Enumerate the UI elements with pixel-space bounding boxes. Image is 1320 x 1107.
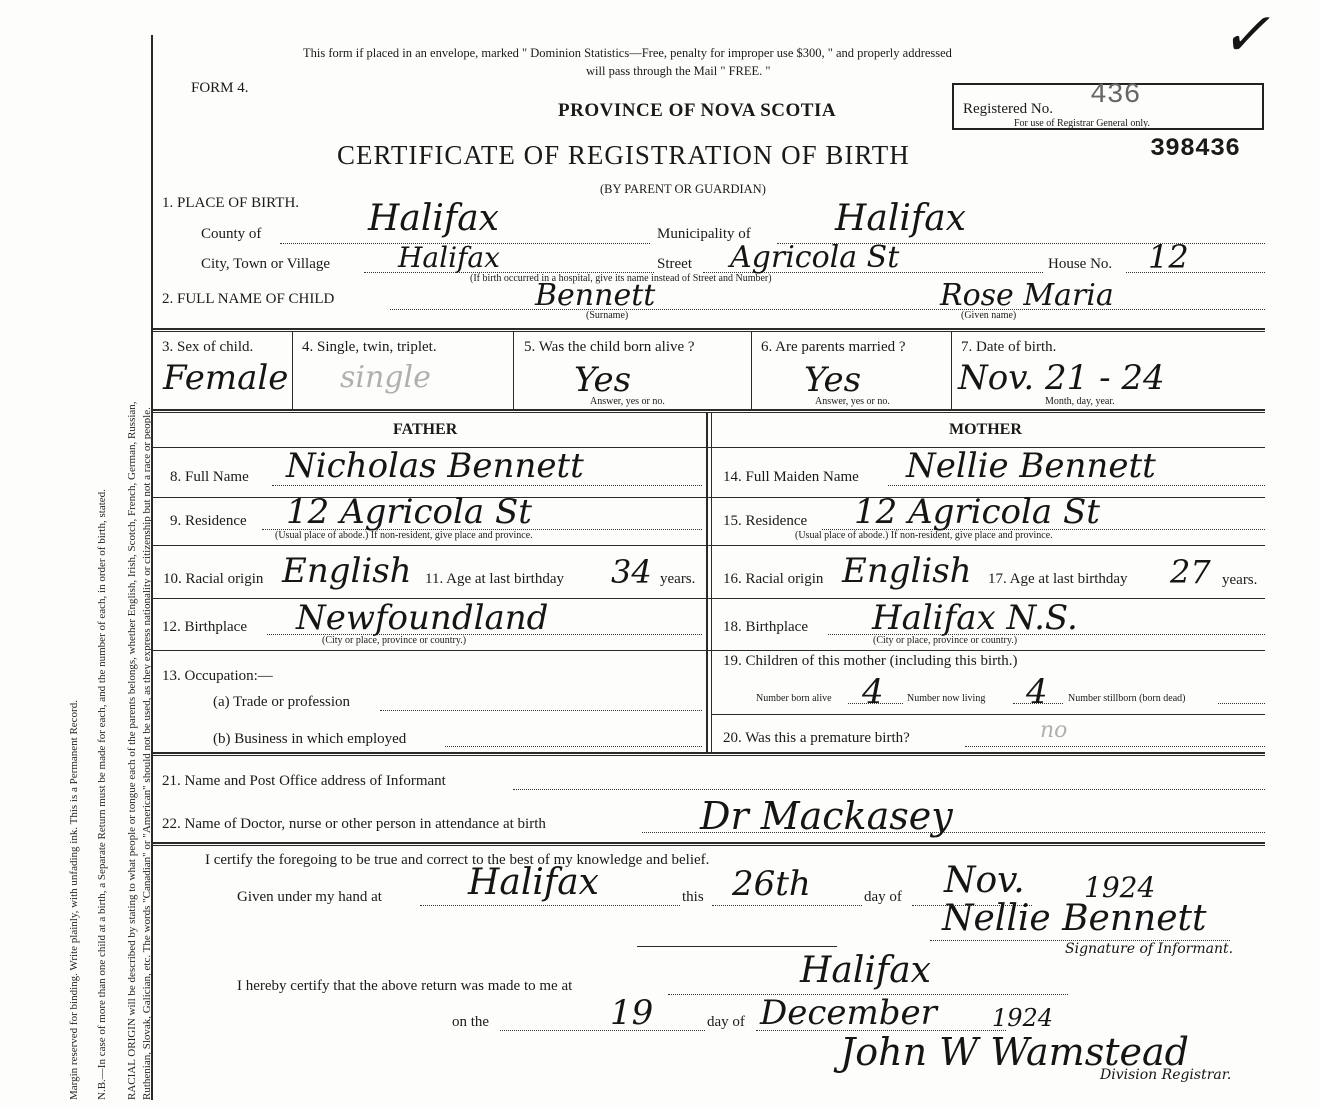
house-number-label: House No. bbox=[1048, 256, 1113, 272]
row3-top-rule bbox=[152, 328, 1265, 330]
mother-residence-label: 15. Residence bbox=[723, 513, 808, 529]
sex-label: 3. Sex of child. bbox=[162, 339, 254, 355]
city-value: Halifax bbox=[398, 241, 500, 274]
father-heading: FATHER bbox=[393, 421, 458, 438]
informant-signature-caption: Signature of Informant. bbox=[1065, 941, 1234, 957]
on-the-label: on the bbox=[452, 1014, 490, 1030]
father-name-label: 8. Full Name bbox=[170, 469, 249, 485]
father-birthplace: Newfoundland bbox=[296, 598, 549, 638]
father-birthplace-caption: (City or place, province or country.) bbox=[322, 635, 467, 646]
date-of-birth-value: Nov. 21 - 24 bbox=[958, 358, 1165, 398]
doctor-value: Dr Mackasey bbox=[700, 794, 953, 838]
registrar-place: Halifax bbox=[800, 950, 931, 991]
registered-label: Registered No. bbox=[963, 101, 1053, 117]
margin-racial-note-1: RACIAL ORIGIN will be described by stating to what people or tongue each of the parents belongs, whether English, Irish, Scotch, French, German, Russian, bbox=[126, 401, 138, 1100]
stillborn-count-line bbox=[1218, 703, 1265, 704]
born-alive-count-label: Number born alive bbox=[756, 693, 832, 704]
margin-binding-note: Margin reserved for binding. Write plainly, with unfading ink. This is a Permanent Record. bbox=[68, 700, 80, 1100]
stillborn-count-label: Number stillborn (born dead) bbox=[1068, 693, 1186, 704]
registered-number: 436 bbox=[1090, 80, 1141, 111]
street-value: Agricola St bbox=[730, 240, 900, 275]
registrar-signature: John W Wamstead bbox=[840, 1030, 1189, 1074]
given-year: 1924 bbox=[1084, 871, 1156, 904]
parents-bottom-rule bbox=[152, 752, 1265, 754]
certificate-title: CERTIFICATE OF REGISTRATION OF BIRTH bbox=[337, 140, 910, 170]
registrar-month: December bbox=[760, 993, 937, 1033]
mother-birthplace: Halifax N.S. bbox=[872, 598, 1078, 638]
single-twin-label: 4. Single, twin, triplet. bbox=[302, 339, 437, 355]
given-month: Nov. bbox=[944, 860, 1025, 901]
mother-age: 27 bbox=[1170, 553, 1211, 591]
parents-married-caption: Answer, yes or no. bbox=[815, 396, 890, 407]
living-count: 4 bbox=[1026, 672, 1048, 712]
given-day-line bbox=[712, 905, 862, 906]
mother-residence-caption: (Usual place of abode.) If non-resident, give place and province. bbox=[795, 530, 1053, 541]
rule-after-children bbox=[712, 714, 1265, 715]
registrar-caption: Division Registrar. bbox=[1100, 1067, 1232, 1083]
county-label: County of bbox=[201, 226, 262, 242]
surname-caption: (Surname) bbox=[586, 310, 629, 321]
father-race: English bbox=[282, 551, 412, 591]
child-given-name: Rose Maria bbox=[940, 278, 1114, 313]
street-label: Street bbox=[657, 256, 692, 272]
given-under-hand-label: Given under my hand at bbox=[237, 889, 382, 905]
mother-name-label: 14. Full Maiden Name bbox=[723, 469, 859, 485]
father-years-label: years. bbox=[660, 571, 696, 587]
row3-divider-2 bbox=[513, 331, 514, 409]
left-border bbox=[151, 35, 153, 1100]
occupation-label: 13. Occupation:— bbox=[162, 668, 273, 684]
mail-notice-line1: This form if placed in an envelope, marked " Dominion Statistics—Free, penalty for improper use $300, " and properly addressed bbox=[303, 46, 952, 60]
row3-top-rule-inner bbox=[152, 331, 1265, 332]
registrar-certify-line: I hereby certify that the above return was made to me at bbox=[237, 978, 573, 994]
single-twin-value: single bbox=[340, 360, 431, 395]
certificate-top-rule-inner bbox=[152, 845, 1265, 846]
stamp-number: 398436 bbox=[1150, 134, 1241, 163]
mother-birthplace-caption: (City or place, province or country.) bbox=[873, 635, 1018, 646]
certify-statement: I certify the foregoing to be true and correct to the best of my knowledge and belief. bbox=[205, 852, 710, 868]
date-of-birth-caption: Month, day, year. bbox=[1045, 396, 1115, 407]
county-value: Halifax bbox=[368, 198, 499, 239]
given-dayof-label: day of bbox=[864, 889, 902, 905]
row3-divider-4 bbox=[951, 331, 952, 409]
row3-divider-1 bbox=[292, 331, 293, 409]
premature-value: no bbox=[1040, 718, 1068, 743]
business-label: (b) Business in which employed bbox=[213, 731, 407, 747]
father-birthplace-label: 12. Birthplace bbox=[162, 619, 247, 635]
registrar-year: 1924 bbox=[992, 1004, 1054, 1032]
father-race-label: 10. Racial origin bbox=[163, 571, 264, 587]
given-place: Halifax bbox=[468, 862, 599, 903]
father-residence: 12 Agricola St bbox=[286, 492, 532, 532]
mother-residence: 12 Agricola St bbox=[854, 492, 1100, 532]
rule-after-birthplace bbox=[152, 650, 1265, 651]
parents-married-value: Yes bbox=[804, 360, 862, 400]
given-place-line bbox=[420, 905, 680, 906]
mother-race: English bbox=[842, 551, 972, 591]
city-label: City, Town or Village bbox=[201, 256, 331, 272]
parents-bottom-rule-inner bbox=[152, 755, 1265, 756]
born-alive-value: Yes bbox=[574, 360, 632, 400]
premature-line bbox=[965, 746, 1265, 747]
margin-racial-note-2: Ruthenian, Slovak, Galician, etc. The words "Canadian" or "American" should not be used, as they express nationality or citizenship but not a race or people. bbox=[141, 407, 153, 1100]
born-alive-caption: Answer, yes or no. bbox=[590, 396, 665, 407]
informant-signature: Nellie Bennett bbox=[942, 898, 1207, 939]
born-alive-label: 5. Was the child born alive ? bbox=[524, 339, 695, 355]
margin-nb-note: N.B.—In case of more than one child at a birth, a Separate Return must be made for each, and the number of each, in order of birth, stated. bbox=[96, 489, 108, 1100]
given-day: 26th bbox=[732, 864, 811, 904]
mother-birthplace-label: 18. Birthplace bbox=[723, 619, 808, 635]
certificate-subtitle: (BY PARENT OR GUARDIAN) bbox=[600, 182, 766, 196]
rule-after-residence bbox=[152, 545, 1265, 546]
certificate-top-rule bbox=[152, 842, 1265, 844]
sex-value: Female bbox=[163, 358, 289, 398]
trade-label: (a) Trade or profession bbox=[213, 694, 351, 710]
province-heading: PROVINCE OF NOVA SCOTIA bbox=[558, 100, 837, 121]
parents-married-label: 6. Are parents married ? bbox=[761, 339, 906, 355]
mother-race-label: 16. Racial origin bbox=[723, 571, 824, 587]
registrar-general-note: For use of Registrar General only. bbox=[1014, 118, 1150, 129]
father-age: 34 bbox=[611, 553, 652, 591]
municipality-value: Halifax bbox=[835, 198, 966, 239]
registrar-dayof-label: day of bbox=[707, 1014, 745, 1030]
father-residence-caption: (Usual place of abode.) If non-resident, give place and province. bbox=[275, 530, 533, 541]
place-of-birth-label: 1. PLACE OF BIRTH. bbox=[162, 195, 300, 211]
trade-line bbox=[380, 710, 702, 711]
date-of-birth-label: 7. Date of birth. bbox=[961, 339, 1057, 355]
house-number-value: 12 bbox=[1148, 238, 1189, 276]
parents-top-rule-inner bbox=[152, 412, 1265, 413]
doctor-label: 22. Name of Doctor, nurse or other person in attendance at birth bbox=[162, 816, 546, 832]
hospital-note: (If birth occurred in a hospital, give its name instead of Street and Number) bbox=[470, 273, 772, 284]
informant-line bbox=[513, 789, 1265, 790]
mother-heading: MOTHER bbox=[949, 421, 1022, 438]
registrar-separator bbox=[637, 946, 837, 947]
mother-age-label: 17. Age at last birthday bbox=[988, 571, 1128, 587]
father-residence-label: 9. Residence bbox=[170, 513, 247, 529]
given-name-caption: (Given name) bbox=[961, 310, 1017, 321]
child-name-line bbox=[390, 309, 1265, 310]
business-line bbox=[445, 746, 702, 747]
parents-center-divider bbox=[706, 412, 708, 752]
child-surname: Bennett bbox=[535, 278, 656, 313]
form-number: FORM 4. bbox=[191, 80, 249, 96]
child-name-label: 2. FULL NAME OF CHILD bbox=[162, 291, 335, 307]
this-label: this bbox=[682, 889, 704, 905]
informant-label: 21. Name and Post Office address of Informant bbox=[162, 773, 446, 789]
children-label: 19. Children of this mother (including this birth.) bbox=[723, 653, 1018, 669]
mother-years-label: years. bbox=[1222, 572, 1258, 588]
row3-divider-3 bbox=[751, 331, 752, 409]
parents-center-divider-inner bbox=[711, 412, 712, 752]
house-number-line bbox=[1126, 272, 1265, 273]
living-count-label: Number now living bbox=[907, 693, 986, 704]
mother-name: Nellie Bennett bbox=[906, 446, 1156, 486]
mail-notice-line2: will pass through the Mail " FREE. " bbox=[586, 64, 771, 78]
father-name: Nicholas Bennett bbox=[286, 446, 584, 486]
row3-bottom-rule bbox=[152, 409, 1265, 411]
registrar-day: 19 bbox=[610, 993, 654, 1033]
premature-label: 20. Was this a premature birth? bbox=[723, 730, 910, 746]
born-alive-count: 4 bbox=[862, 672, 884, 712]
father-age-label: 11. Age at last birthday bbox=[425, 571, 564, 587]
municipality-label: Municipality of bbox=[657, 226, 751, 242]
registrar-day-line bbox=[500, 1030, 705, 1031]
check-mark-icon: ✓ bbox=[1220, 0, 1271, 70]
